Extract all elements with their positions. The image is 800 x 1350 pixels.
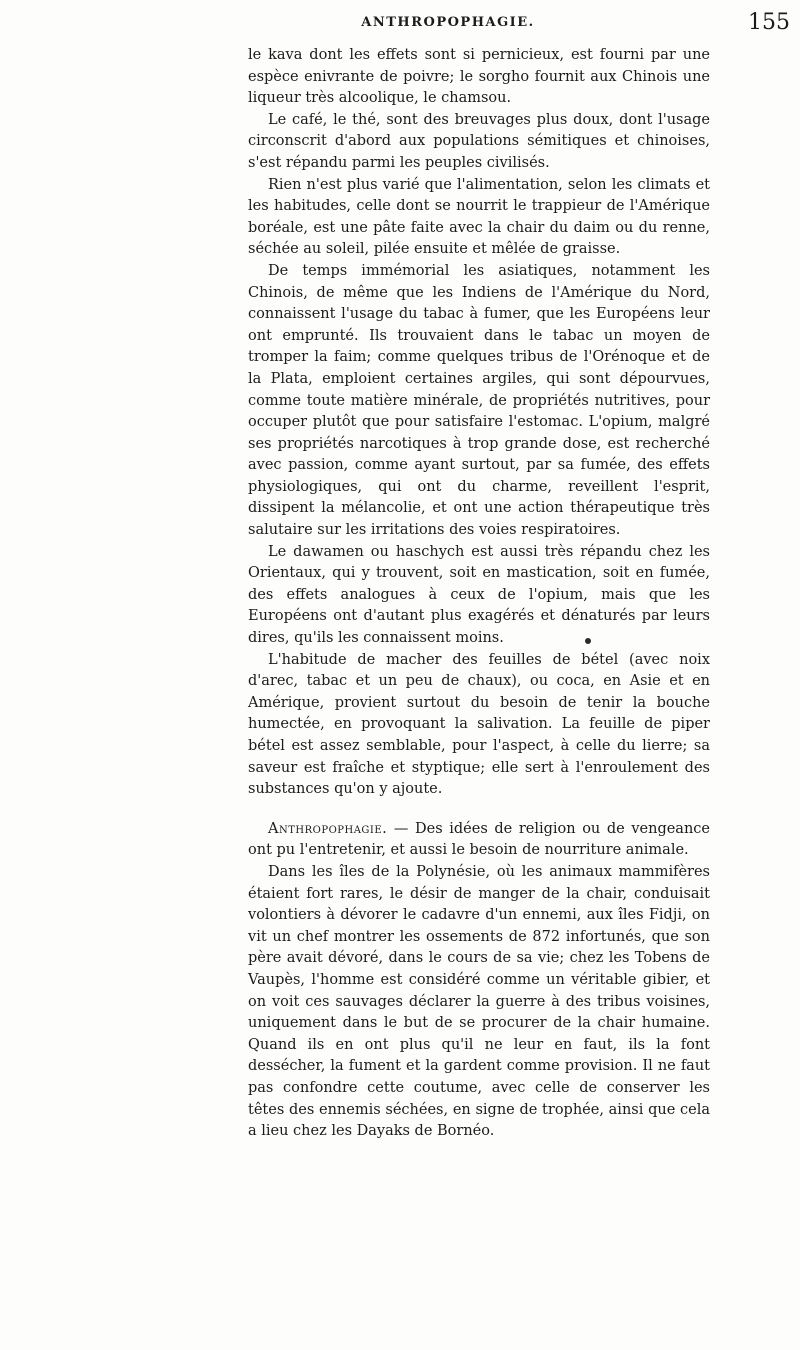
page-header [248,10,790,36]
paragraph-betel: L'habitude de macher des feuilles de bétel (avec noix d'arec, tabac et un peu de chaux), ou coca, en Asie et en Amérique, provient surtout du besoin de tenir la bouche humectée, en provoquant la salivation. La feuille de piper bétel est assez semblable, pour l'aspect, à celle du lierre; sa saveur est fraîche et styptique; elle sert à l'enroulement des substances qu'on y ajoute. [248,651,710,798]
paragraph-anthropophagie [248,819,710,862]
paragraph-kava: le kava dont les effets sont si pernicieux, est fourni par une espèce enivrante de poivre; le sorgho fournit aux Chinois une liqueur très alcoolique, le chamsou. [248,47,710,107]
running-title: ANTHROPOPHAGIE. [361,15,535,30]
print-speck [585,638,591,644]
paragraph-alimentation: Rien n'est plus varié que l'alimentation, selon les climats et les habitudes, celle dont se nourrit le trappieur de l'Amérique boréale, est une pâte faite avec la chair du daim ou du renne, séchée au soleil, pilée ensuite et mêlée de graisse. [248,176,710,258]
page-number: 155 [748,10,790,35]
section-lead-text: Des idées de religion ou de vengeance ont pu l'entretenir, et aussi le besoin de nourriture animale. [248,820,710,859]
section-heading: Anthropophagie. [268,820,388,837]
section-dash: — [387,820,415,837]
paragraph-haschych: Le dawamen ou haschych est aussi très répandu chez les Orientaux, qui y trouvent, soit en mastication, soit en fumée, des effets analogues à ceux de l'opium, mais que les Européens ont d'autant plus exagérés et dénaturés par leurs dires, qu'ils les connaissent moins. [248,543,710,647]
paragraph-tabac: De temps immémorial les asiatiques, notamment les Chinois, de même que les Indiens de l'Amérique du Nord, connaissent l'usage du tabac à fumer, que les Européens leur ont emprunté. Ils trouvaient dans le tabac un moyen de tromper la faim; comme quelques tribus de l'Orénoque et de la Plata, emploient certaines argiles, qui sont dépourvues, comme toute matière minérale, de propriétés nutritives, pour occuper plutôt que pour satisfaire l'estomac. L'opium, malgré ses propriétés narcotiques à trop grande dose, est recherché avec passion, comme ayant surtout, par sa fumée, des effets physiologiques, qui ont du charme, reveillent l'esprit, dissipent la mélancolie, et ont une action thérapeutique très salutaire sur les irritations des voies respiratoires. [248,262,710,539]
page-body [248,45,710,1143]
paragraph-cafe: Le café, le thé, sont des breuvages plus doux, dont l'usage circonscrit d'abord aux populations sémitiques et chinoises, s'est répandu parmi les peuples civilisés. [248,111,710,171]
paragraph-polynesie: Dans les îles de la Polynésie, où les animaux mammifères étaient fort rares, le désir de manger de la chair, conduisait volontiers à dévorer le cadavre d'un ennemi, aux îles Fidji, on vit un chef montrer les ossements de 872 infortunés, que son père avait dévoré, dans le cours de sa vie; chez les Tobens de Vaupès, l'homme est considéré comme un véritable gibier, et on voit ces sauvages déclarer la guerre à des tribus voisines, uniquement dans le but de se procurer de la chair humaine. Quand ils en ont plus qu'il ne leur en faut, ils la font dessécher, la fument et la gardent comme provision. Il ne faut pas confondre cette coutume, avec celle de conserver les têtes des ennemis séchées, en signe de trophée, ainsi que cela a lieu chez les Dayaks de Bornéo. [248,863,710,1140]
